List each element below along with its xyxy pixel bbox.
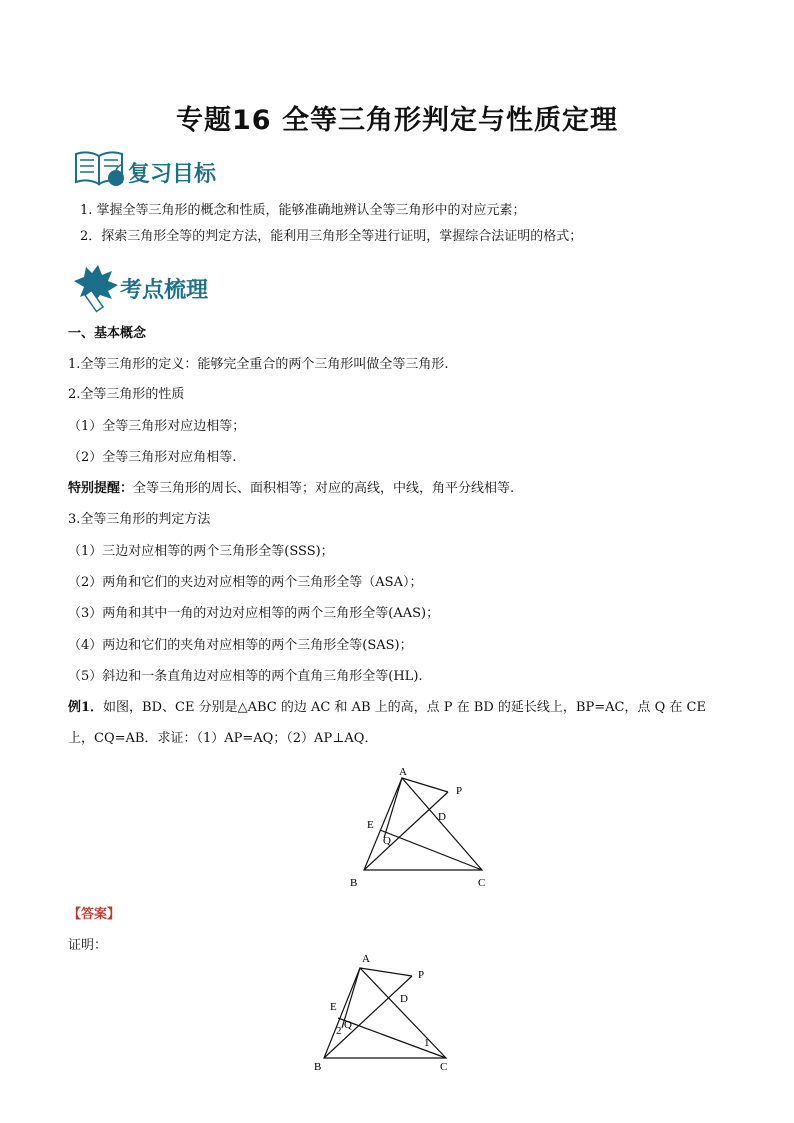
example-text-1: 如图，BD、CE 分别是△ABC 的边 AC 和 AB 上的高，点 P 在 BD 的延长线上，BP=AC，点 Q 在 CE: [103, 700, 706, 715]
fig2-label-C: C: [440, 1061, 448, 1073]
figure-2: [300, 948, 470, 1078]
fig2-label-D: D: [400, 993, 408, 1005]
leaf-pencil-icon: [72, 263, 120, 313]
example-line-1: [68, 699, 706, 717]
judge-item-5: （5）斜边和一条直角边对应相等的两个直角三角形全等(HL).: [68, 669, 423, 684]
fig1-label-C: C: [478, 877, 486, 889]
fig2-angle-2: 2: [336, 1025, 342, 1037]
goal-item-1: 1. 掌握全等三角形的概念和性质，能够准确地辨认全等三角形中的对应元素；: [80, 203, 526, 218]
section-heading-review-goals: 复习目标: [128, 162, 217, 187]
basic-concept-heading: 一、基本概念: [68, 326, 147, 341]
goal-item-2: 2．探索三角形全等的判定方法，能利用三角形全等进行证明，掌握综合法证明的格式；: [80, 229, 583, 244]
definition-line: 1.全等三角形的定义：能够完全重合的两个三角形叫做全等三角形.: [68, 357, 449, 372]
fig1-label-B: B: [350, 877, 358, 889]
example-line-2: 上，CQ=AB．求证：（1）AP=AQ；（2）AP⊥AQ．: [68, 731, 378, 746]
fig1-label-D: D: [438, 811, 446, 823]
fig1-label-A: A: [399, 766, 407, 778]
tip-text: 全等三角形的周长、面积相等；对应的高线，中线，角平分线相等.: [133, 481, 515, 496]
fig2-label-P: P: [418, 969, 425, 981]
page-title: 专题16 全等三角形判定与性质定理: [176, 105, 618, 136]
answer-label: 【答案】: [68, 907, 121, 922]
tip-label: 特别提醒：: [68, 481, 134, 496]
property-item-1: （1）全等三角形对应边相等；: [68, 419, 246, 434]
property-heading: 2.全等三角形的性质: [68, 387, 185, 402]
special-tip: [68, 480, 514, 498]
figure-1: [340, 762, 500, 892]
judge-heading: 3.全等三角形的判定方法: [68, 512, 211, 527]
fig2-label-E: E: [330, 1001, 337, 1013]
judge-item-2: （2）两角和它们的夹边对应相等的两个三角形全等（ASA）；: [68, 575, 423, 590]
fig1-label-P: P: [456, 785, 463, 797]
fig2-label-Q: Q: [344, 1019, 352, 1031]
proof-label: 证明：: [68, 938, 108, 953]
fig1-label-Q: Q: [383, 835, 391, 847]
judge-item-1: （1）三边对应相等的两个三角形全等(SSS)；: [68, 544, 334, 559]
fig2-label-B: B: [314, 1061, 322, 1073]
fig2-angle-1: 1: [424, 1037, 430, 1049]
fig2-label-A: A: [362, 953, 370, 965]
fig1-label-E: E: [367, 819, 374, 831]
section-heading-key-points: 考点梳理: [120, 278, 209, 303]
judge-item-4: （4）两边和它们的夹角对应相等的两个三角形全等(SAS)；: [68, 638, 413, 653]
judge-item-3: （3）两角和其中一角的对边对应相等的两个三角形全等(AAS)；: [68, 606, 440, 621]
book-icon: [72, 146, 128, 190]
example-label: 例1．: [68, 700, 104, 715]
property-item-2: （2）全等三角形对应角相等.: [68, 450, 237, 465]
